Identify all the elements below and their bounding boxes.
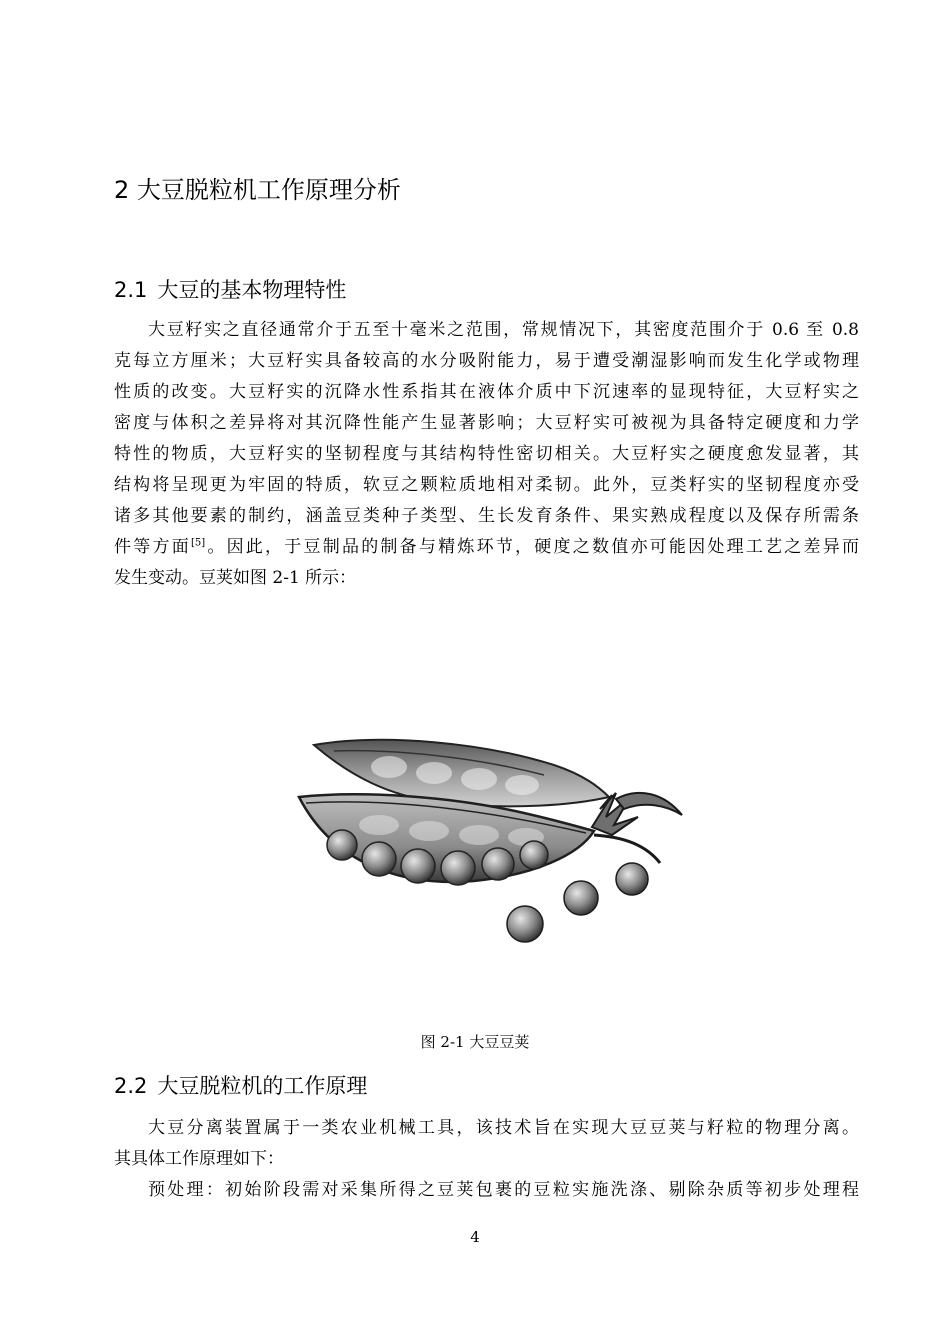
body-paragraph [114, 1113, 859, 1175]
section-number: 2.2 [114, 1074, 148, 1098]
paragraph-line: 性质的改变。大豆籽实的沉降水性系指其在液体介质中下沉速率的显现特征，大豆籽实之 [114, 382, 859, 402]
paragraph-line: 大豆籽实之直径通常介于五至十毫米之范围，常规情况下，其密度范围介于 0.6 至 0.8 [148, 320, 859, 340]
section-title: 大豆的基本物理特性 [157, 278, 347, 302]
body-paragraph [114, 315, 859, 594]
paragraph-line: 发生变动。豆荚如图 2-1 所示： [114, 568, 357, 588]
paragraph-line: 大豆分离装置属于一类农业机械工具，该技术旨在实现大豆豆荚与籽粒的物理分离。 [148, 1118, 859, 1138]
section-number: 2.1 [114, 278, 148, 302]
citation-reference[interactable]: [5] [190, 537, 206, 549]
paragraph-line [114, 532, 859, 563]
paragraph-line: 密度与体积之差异将对其沉降性能产生显著影响；大豆籽实可被视为具备特定硬度和力学 [114, 413, 859, 433]
body-paragraph [114, 1175, 859, 1206]
line-text: 。因此，于豆制品的制备与精炼环节，硬度之数值亦可能因处理工艺之差异而 [205, 537, 860, 557]
paragraph-line: 特性的物质，大豆籽实的坚韧程度与其结构特性密切相关。大豆籽实之硬度愈发显著，其 [114, 444, 859, 464]
section-heading-2-1 [114, 274, 346, 304]
section-heading-2-2 [114, 1070, 367, 1100]
pea-pod-drawing-icon [294, 735, 688, 965]
section-title: 大豆脱粒机的工作原理 [157, 1074, 368, 1098]
chapter-heading [114, 170, 401, 205]
paragraph-line: 结构将呈现更为牢固的特质，软豆之颗粒质地相对柔韧。此外，豆类籽实的坚韧程度亦受 [114, 475, 859, 495]
paragraph-line: 诸多其他要素的制约，涵盖豆类种子类型、生长发育条件、果实熟成程度以及保存所需条 [114, 506, 859, 526]
paragraph-line: 预处理：初始阶段需对采集所得之豆荚包裹的豆粒实施洗涤、剔除杂质等初步处理程 [148, 1180, 859, 1200]
paragraph-line: 克每立方厘米；大豆籽实具备较高的水分吸附能力，易于遭受潮湿影响而发生化学或物理 [114, 351, 859, 371]
paragraph-line: 其具体工作原理如下： [114, 1149, 284, 1169]
line-text: 件等方面 [114, 537, 191, 557]
chapter-number: 2 [114, 176, 130, 204]
chapter-title: 大豆脱粒机工作原理分析 [136, 176, 401, 204]
page-number: 4 [470, 1228, 480, 1246]
figure-caption: 图 2-1 大豆豆荚 [420, 1033, 530, 1051]
